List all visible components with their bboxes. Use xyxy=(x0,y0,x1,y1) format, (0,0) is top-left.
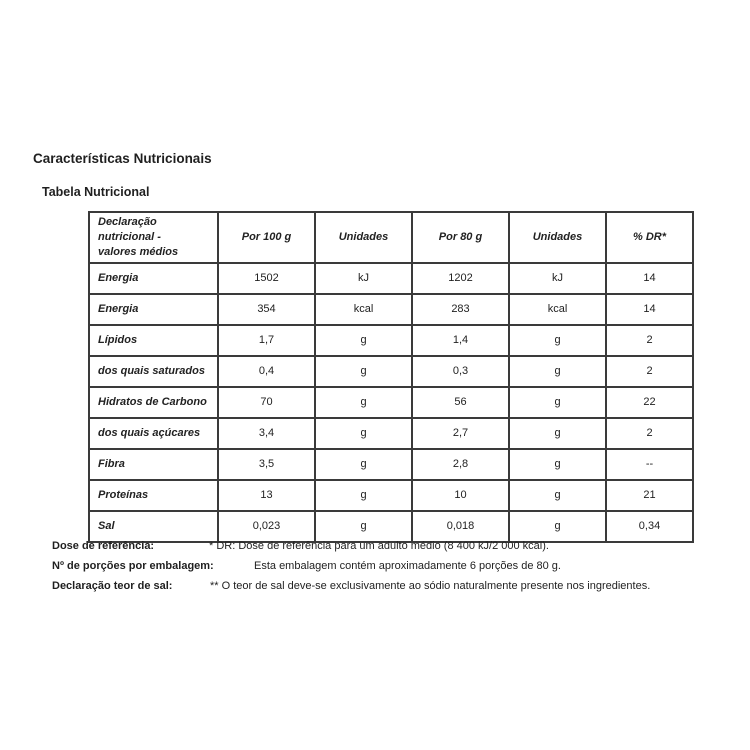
page-title: Características Nutricionais xyxy=(33,151,212,166)
value-per-80g: 283 xyxy=(412,294,509,325)
value-percent-dr: 2 xyxy=(606,325,693,356)
value-per-80g: 1202 xyxy=(412,263,509,294)
value-per-100g: 3,5 xyxy=(218,449,315,480)
unit-100g: g xyxy=(315,418,412,449)
footnote-text: Esta embalagem contém aproximadamente 6 porções de 80 g. xyxy=(254,560,561,572)
table-row-acucares xyxy=(89,418,693,449)
unit-80g: g xyxy=(509,387,606,418)
row-label: Lípidos xyxy=(89,325,218,356)
nutrition-table-header xyxy=(89,212,693,263)
value-percent-dr: 0,34 xyxy=(606,511,693,542)
nutrition-table xyxy=(88,211,694,543)
footnote-label: Dose de referência: xyxy=(52,540,155,552)
unit-100g: kJ xyxy=(315,263,412,294)
value-percent-dr: 2 xyxy=(606,356,693,387)
unit-80g: kJ xyxy=(509,263,606,294)
header-per-100g: Por 100 g xyxy=(218,212,315,263)
unit-80g: g xyxy=(509,356,606,387)
unit-100g: kcal xyxy=(315,294,412,325)
value-per-80g: 10 xyxy=(412,480,509,511)
value-per-80g: 0,018 xyxy=(412,511,509,542)
row-label: Sal xyxy=(89,511,218,542)
unit-80g: g xyxy=(509,480,606,511)
value-per-80g: 0,3 xyxy=(412,356,509,387)
value-percent-dr: 22 xyxy=(606,387,693,418)
table-row-fibra xyxy=(89,449,693,480)
table-row-hidratos xyxy=(89,387,693,418)
header-declaration xyxy=(89,212,218,263)
table-row-proteinas xyxy=(89,480,693,511)
value-percent-dr: 21 xyxy=(606,480,693,511)
value-per-100g: 354 xyxy=(218,294,315,325)
value-per-100g: 0,4 xyxy=(218,356,315,387)
unit-80g: g xyxy=(509,449,606,480)
value-percent-dr: 2 xyxy=(606,418,693,449)
header-per-80g: Por 80 g xyxy=(412,212,509,263)
value-per-100g: 1,7 xyxy=(218,325,315,356)
header-declaration-line2: valores médios xyxy=(98,245,179,258)
unit-100g: g xyxy=(315,480,412,511)
value-per-80g: 1,4 xyxy=(412,325,509,356)
value-percent-dr: 14 xyxy=(606,294,693,325)
header-percent-dr: % DR* xyxy=(606,212,693,263)
value-per-100g: 1502 xyxy=(218,263,315,294)
value-per-100g: 70 xyxy=(218,387,315,418)
row-label: Hidratos de Carbono xyxy=(89,387,218,418)
unit-100g: g xyxy=(315,325,412,356)
value-per-80g: 56 xyxy=(412,387,509,418)
nutrition-table-body xyxy=(89,263,693,542)
unit-100g: g xyxy=(315,356,412,387)
unit-100g: g xyxy=(315,449,412,480)
value-per-100g: 3,4 xyxy=(218,418,315,449)
footnote-label: Declaração teor de sal: xyxy=(52,580,173,592)
row-label: Proteínas xyxy=(89,480,218,511)
unit-80g: kcal xyxy=(509,294,606,325)
value-per-100g: 0,023 xyxy=(218,511,315,542)
footnotes xyxy=(52,536,712,596)
table-row-energia-kj xyxy=(89,263,693,294)
footnote-text: * DR: Dose de referência para um adulto médio (8 400 kJ/2 000 kcal). xyxy=(209,540,549,552)
footnote-dose-referencia xyxy=(52,536,712,556)
header-units-1: Unidades xyxy=(315,212,412,263)
value-per-100g: 13 xyxy=(218,480,315,511)
unit-100g: g xyxy=(315,387,412,418)
unit-80g: g xyxy=(509,511,606,542)
row-label: dos quais saturados xyxy=(89,356,218,387)
header-declaration-line1: Declaração nutricional - xyxy=(98,216,161,243)
table-row-lipidos xyxy=(89,325,693,356)
header-row xyxy=(89,212,693,263)
value-percent-dr: -- xyxy=(606,449,693,480)
unit-80g: g xyxy=(509,418,606,449)
row-label: dos quais açúcares xyxy=(89,418,218,449)
header-units-2: Unidades xyxy=(509,212,606,263)
row-label: Fibra xyxy=(89,449,218,480)
table-row-saturados xyxy=(89,356,693,387)
section-title: Tabela Nutricional xyxy=(42,185,150,199)
value-per-80g: 2,7 xyxy=(412,418,509,449)
row-label: Energia xyxy=(89,294,218,325)
footnote-teor-sal xyxy=(52,576,712,596)
footnote-porcoes-embalagem xyxy=(52,556,712,576)
unit-100g: g xyxy=(315,511,412,542)
row-label: Energia xyxy=(89,263,218,294)
unit-80g: g xyxy=(509,325,606,356)
table-row-energia-kcal xyxy=(89,294,693,325)
value-percent-dr: 14 xyxy=(606,263,693,294)
footnote-label: Nº de porções por embalagem: xyxy=(52,560,214,572)
footnote-text: ** O teor de sal deve-se exclusivamente ao sódio naturalmente presente nos ingredientes. xyxy=(210,580,651,592)
value-per-80g: 2,8 xyxy=(412,449,509,480)
